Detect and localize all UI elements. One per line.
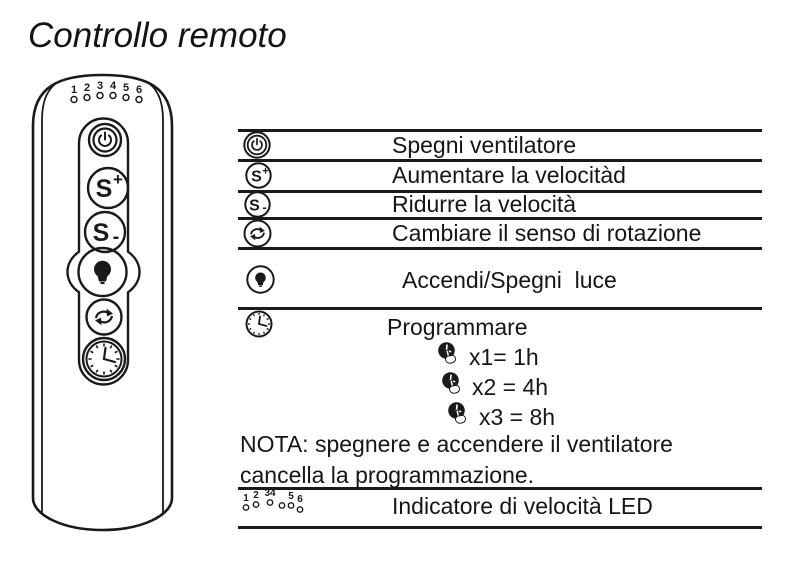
remote-light-button [79,248,127,296]
led-number: 1 [70,84,78,96]
note-text [240,429,710,491]
table-rule [238,307,762,310]
press-clock-icon [440,372,464,400]
light-bulb-icon [94,261,111,284]
remote-timer-button [83,338,125,380]
led-speed-indicator-icon [239,486,311,516]
svg-text:-: - [112,226,120,248]
led-number: 34 [264,488,276,499]
note-line-1: NOTA: spegnere e accendere il ventilatore [240,431,673,457]
svg-text:+: + [262,165,269,178]
remote-led-indicators [71,80,142,103]
remote-body-outline [33,75,172,530]
clock-icon [89,344,120,375]
power-icon [243,131,271,159]
led-dot [288,503,293,508]
led-dot [297,507,302,512]
led-dot [253,502,258,507]
table-row-label: Aumentare la velocitàd [392,162,626,188]
table-row-label: Indicatore di velocità LED [392,493,653,519]
remote-rotation-button [87,300,122,335]
table-row-label: Cambiare il senso di rotazione [392,220,702,246]
led-dot [279,503,284,508]
led-dot [71,97,77,103]
table-row-label: Spegni ventilatore [392,132,577,158]
led-dot [110,93,116,99]
remote-speed-down-button [85,212,125,252]
speed-down-icon [93,219,120,248]
led-number: 5 [122,82,130,94]
svg-text:S: S [249,197,260,215]
svg-text:S: S [251,168,262,186]
power-icon [99,133,111,146]
led-number: 5 [288,491,294,502]
svg-text:-: - [262,199,267,215]
timer-option-label: x3 = 8h [479,404,556,430]
table-row-label: Programmare [387,314,528,340]
speed-down-icon [244,191,271,218]
table-rule [238,526,762,529]
remote-speed-up-button [88,168,128,208]
speed-up-icon [245,162,272,189]
led-dot [123,95,129,101]
clock-icon [245,310,273,338]
led-number: 1 [243,493,249,504]
light-bulb-icon [246,265,275,294]
led-dot [267,500,272,505]
rotation-icon [243,219,272,248]
led-number: 3 [96,80,104,92]
led-number: 6 [135,84,143,96]
timer-option-label: x1= 1h [469,344,539,370]
page-title: Controllo remoto [28,16,287,55]
led-number: 6 [297,494,303,505]
remote-control-illustration [25,68,190,546]
led-dot [243,505,248,510]
timer-option-label: x2 = 4h [472,374,549,400]
led-dot [136,97,142,103]
led-number: 2 [253,490,259,501]
note-line-2: cancella la programmazione. [240,462,535,488]
led-dot [97,93,103,99]
rotation-icon [95,309,113,325]
svg-text:S: S [92,219,110,247]
led-dot [84,95,90,101]
remote-power-button [89,124,121,156]
table-row-label: Ridurre la velocità [392,191,577,217]
led-number: 2 [83,82,91,94]
table-row-label: Accendi/Spegni luce [402,267,617,293]
svg-text:+: + [113,170,123,189]
speed-up-icon [96,170,123,203]
svg-text:S: S [95,175,113,203]
press-clock-icon [446,402,470,430]
led-number: 4 [109,80,117,92]
press-clock-icon [436,342,460,370]
